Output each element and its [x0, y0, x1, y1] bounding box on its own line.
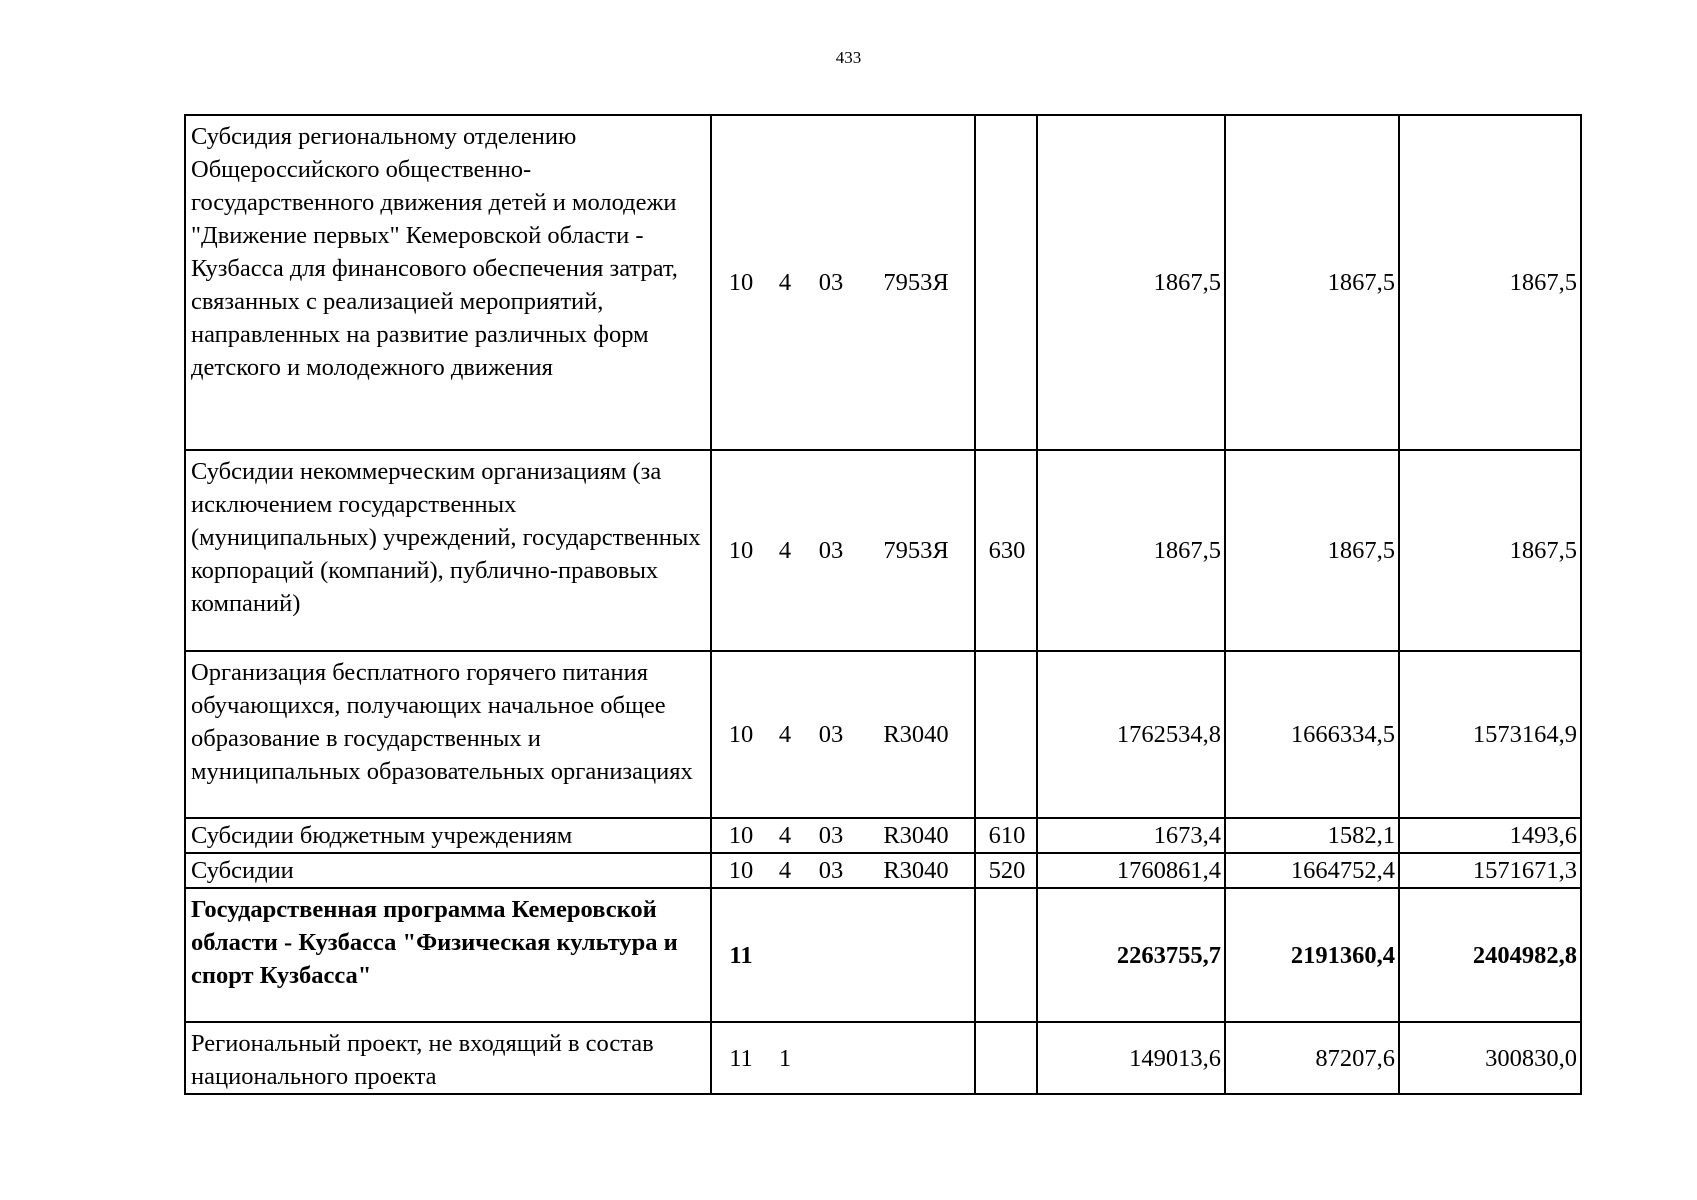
amount-year-2: 1867,5: [1225, 450, 1399, 651]
row-name: Субсидии некоммерческим организациям (за исключением государственных (муниципальных) учреждений, государственных корпораций (компаний), публично-правовых компаний): [185, 450, 711, 651]
row-codes: [711, 853, 975, 888]
amount-year-3: 2404982,8: [1399, 888, 1581, 1022]
pp-code: 4: [778, 269, 792, 296]
pp-code: 4: [778, 857, 792, 884]
pp-code: 4: [778, 537, 792, 564]
amount-year-3: 1571671,3: [1399, 853, 1581, 888]
row-name: Субсидии бюджетным учреждениям: [185, 818, 711, 853]
table-row: [185, 818, 1581, 853]
table-row: [185, 651, 1581, 818]
amount-year-1: 1762534,8: [1037, 651, 1225, 818]
amount-year-1: 2263755,7: [1037, 888, 1225, 1022]
amount-year-3: 1573164,9: [1399, 651, 1581, 818]
row-codes: [711, 651, 975, 818]
amount-year-3: 300830,0: [1399, 1022, 1581, 1094]
gp-code: 11: [729, 941, 753, 969]
row-codes: [711, 115, 975, 450]
direction-code: R3040: [883, 721, 949, 748]
om-code: 03: [818, 537, 844, 564]
kvr-code: 610: [975, 818, 1037, 853]
amount-year-1: 149013,6: [1037, 1022, 1225, 1094]
amount-year-3: 1867,5: [1399, 115, 1581, 450]
direction-code: 7953Я: [883, 269, 949, 296]
row-codes: [711, 818, 975, 853]
om-code: 03: [818, 269, 844, 296]
gp-code: 10: [728, 269, 754, 296]
amount-year-2: 1666334,5: [1225, 651, 1399, 818]
table-row: [185, 1022, 1581, 1094]
kvr-code: [975, 1022, 1037, 1094]
direction-code: 7953Я: [883, 537, 949, 564]
gp-code: 11: [729, 1044, 753, 1072]
table-row: [185, 853, 1581, 888]
row-name: Субсидии: [185, 853, 711, 888]
gp-code: 10: [728, 857, 754, 884]
row-name: Государственная программа Кемеровской области - Кузбасса "Физическая культура и спорт Кузбасса": [185, 888, 711, 1022]
pp-code: 1: [778, 1044, 792, 1072]
budget-table: [184, 114, 1582, 1095]
gp-code: 10: [728, 822, 754, 849]
amount-year-1: 1867,5: [1037, 115, 1225, 450]
pp-code: 4: [778, 721, 792, 748]
row-name: Организация бесплатного горячего питания обучающихся, получающих начальное общее образование в государственных и муниципальных образовательных организациях: [185, 651, 711, 818]
amount-year-2: 1664752,4: [1225, 853, 1399, 888]
row-name: Региональный проект, не входящий в состав национального проекта: [185, 1022, 711, 1094]
amount-year-1: 1867,5: [1037, 450, 1225, 651]
kvr-code: 520: [975, 853, 1037, 888]
amount-year-2: 1582,1: [1225, 818, 1399, 853]
row-codes: [711, 1022, 975, 1094]
amount-year-1: 1760861,4: [1037, 853, 1225, 888]
kvr-code: [975, 888, 1037, 1022]
amount-year-3: 1867,5: [1399, 450, 1581, 651]
table-row: [185, 115, 1581, 450]
om-code: 03: [818, 857, 844, 884]
direction-code: R3040: [883, 822, 949, 849]
pp-code: 4: [778, 822, 792, 849]
gp-code: 10: [728, 537, 754, 564]
direction-code: R3040: [883, 857, 949, 884]
table-row: [185, 450, 1581, 651]
kvr-code: 630: [975, 450, 1037, 651]
amount-year-2: 87207,6: [1225, 1022, 1399, 1094]
table-row: [185, 888, 1581, 1022]
page-number: 433: [835, 48, 862, 67]
gp-code: 10: [728, 721, 754, 748]
amount-year-3: 1493,6: [1399, 818, 1581, 853]
amount-year-2: 1867,5: [1225, 115, 1399, 450]
om-code: 03: [818, 822, 844, 849]
kvr-code: [975, 115, 1037, 450]
amount-year-1: 1673,4: [1037, 818, 1225, 853]
row-codes: [711, 888, 975, 1022]
om-code: 03: [818, 721, 844, 748]
row-codes: [711, 450, 975, 651]
kvr-code: [975, 651, 1037, 818]
row-name: Субсидия региональному отделению Общероссийского общественно-государственного движения детей и молодежи "Движение первых" Кемеровской области - Кузбасса для финансового обеспечения затрат, связанных с реализацией мероприятий, направленных на развитие различных форм детского и молодежного движения: [185, 115, 711, 450]
amount-year-2: 2191360,4: [1225, 888, 1399, 1022]
